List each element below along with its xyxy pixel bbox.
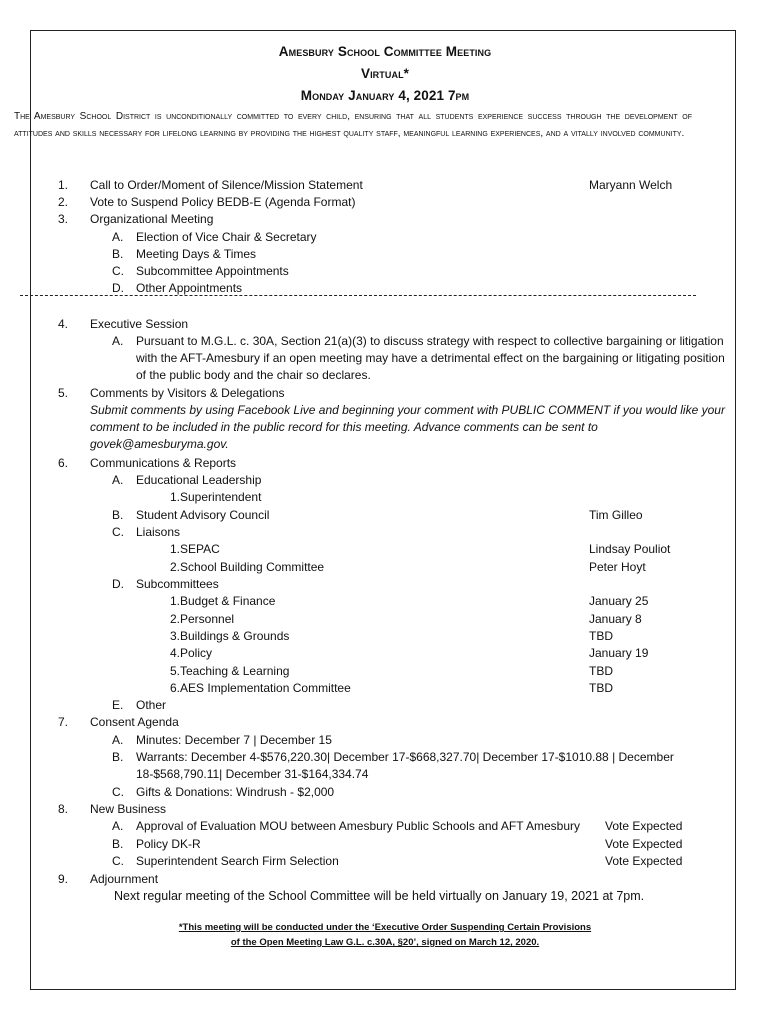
public-comment-note: Submit comments by using Facebook Live and beginning your comment with PUBLIC COMMENT if you would like your comment to be included in the public record for this meeting. Advance comments can be sent to govek@amesburyma.gov. [90,403,725,451]
meeting-date-value: TBD [589,629,613,643]
meeting-title: Amesbury School Committee Meeting [278,44,492,59]
presenter: Tim Gilleo [589,508,643,522]
meeting-date-value: January 25 [589,594,649,608]
vote-status: Vote Expected [605,819,683,833]
presenter: Maryann Welch [589,178,673,192]
meeting-format: Virtual* [360,66,410,81]
section-divider [20,295,696,296]
sub-sub-item: 1.Superintendent [170,490,262,504]
footer-note-line1: *This meeting will be conducted under the ‘Executive Order Suspending Certain Provisions [178,922,592,933]
warrants-text: Warrants: December 4-$576,220.30| December 17-$668,327.70| December 17-$1010.88 | December 18-$568,790.11| December 31-$164,334.74 [136,750,674,781]
vote-status: Vote Expected [605,837,683,851]
sub-sub-item: 1.SEPAC [170,542,220,556]
meeting-date-value: January 8 [589,612,642,626]
sub-sub-item: 4.Policy [170,646,213,660]
vote-status: Vote Expected [605,854,683,868]
sub-sub-item: 5.Teaching & Learning [170,664,290,678]
meeting-date: Monday January 4, 2021 7pm [300,88,470,103]
footer-note-line2: of the Open Meeting Law G.L. c.30A, §20’, signed on March 12, 2020. [230,937,540,948]
meeting-date-value: TBD [589,664,613,678]
sub-sub-item: 6.AES Implementation Committee [170,681,351,695]
mission-statement: The Amesbury School District is unconditionally committed to every child, ensuring that all students experience success through the development of attitudes and skills necessary for lifelong learning by providing the highest quality staff, meaningful learning experiences, and a vitally involved community. [14,111,692,139]
meeting-date-value: TBD [589,681,613,695]
presenter: Peter Hoyt [589,560,646,574]
sub-sub-item: 2.School Building Committee [170,560,325,574]
sub-sub-item: 1.Budget & Finance [170,594,276,608]
sub-sub-item: 3.Buildings & Grounds [170,629,290,643]
executive-session-text: Pursuant to M.G.L. c. 30A, Section 21(a)(3) to discuss strategy with respect to collective bargaining or litigation with the AFT-Amesbury if an open meeting may have a detrimental effect on the bargaining or litigating position of the public body and the chair so declares. [136,334,725,382]
next-meeting-note: Next regular meeting of the School Committee will be held virtually on January 19, 2021 at 7pm. [114,889,645,903]
meeting-date-value: January 19 [589,646,649,660]
presenter: Lindsay Pouliot [589,542,671,556]
sub-sub-item: 2.Personnel [170,612,235,626]
